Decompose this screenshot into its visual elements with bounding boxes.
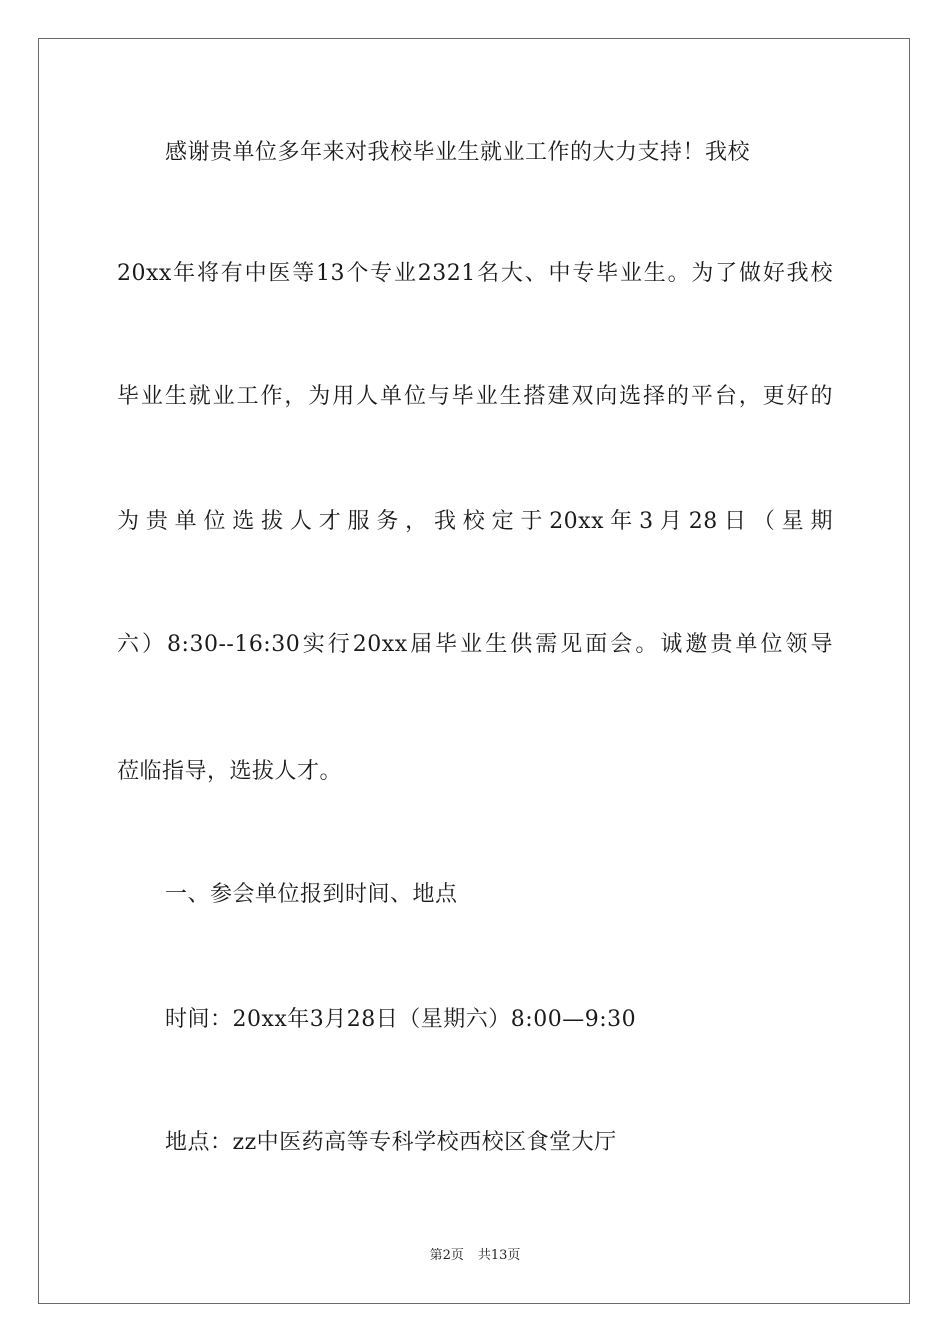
page-total: 共13页: [477, 1248, 521, 1263]
paragraph-line-1: 感谢贵单位多年来对我校毕业生就业工作的大力支持！我校: [165, 140, 751, 165]
paragraph-line-3: 毕业生就业工作，为用人单位与毕业生搭建双向选择的平台，更好的: [117, 384, 833, 409]
paragraph-line-4: 为贵单位选拔人才服务，我校定于20xx年3月28日（星期: [117, 509, 833, 534]
paragraph-line-2: 20xx年将有中医等13个专业2321名大、中专毕业生。为了做好我校: [117, 261, 833, 286]
paragraph-line-6: 莅临指导，选拔人才。: [117, 759, 343, 784]
page-number: 第2页: [429, 1248, 464, 1263]
paragraph-line-5: 六）8:30--16:30实行20xx届毕业生供需见面会。诚邀贵单位领导: [117, 632, 833, 657]
time-line: 时间：20xx年3月28日（星期六）8:00—9:30: [165, 1007, 637, 1032]
location-line: 地点：zz中医药高等专科学校西校区食堂大厅: [165, 1130, 617, 1155]
section-heading: 一、参会单位报到时间、地点: [165, 882, 458, 907]
page-footer: [0, 1247, 950, 1265]
page-frame: [38, 38, 910, 1304]
